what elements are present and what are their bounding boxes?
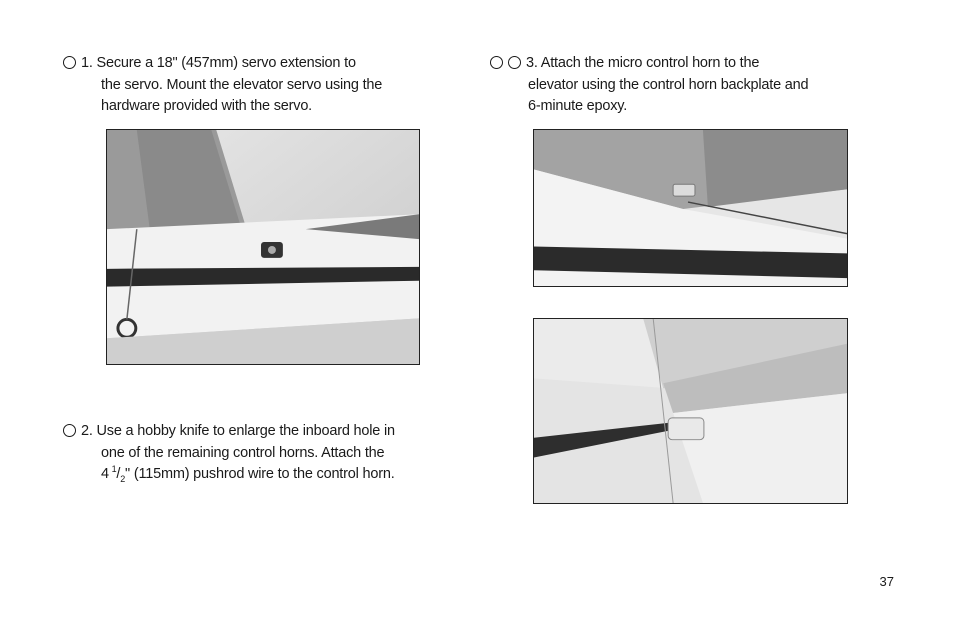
checkbox-icon[interactable] <box>63 424 76 437</box>
step-1-line-3: hardware provided with the servo. <box>101 98 313 114</box>
step-2-line-1: 2. Use a hobby knife to enlarge the inboard hole in <box>81 423 395 439</box>
step-3-line-1: 3. Attach the micro control horn to the <box>526 55 760 71</box>
checkbox-icon[interactable] <box>490 56 503 69</box>
photo-servo-mount <box>106 129 420 365</box>
step-2-line-2: one of the remaining control horns. Attach the <box>101 444 385 461</box>
step-1-line-1: 1. Secure a 18" (457mm) servo extension to <box>81 55 356 71</box>
step-1 <box>63 53 382 118</box>
step-3 <box>490 53 808 118</box>
step-2 <box>63 421 395 486</box>
photo-control-horn <box>533 129 848 287</box>
page-number: 37 <box>879 574 894 589</box>
step-1-line-2: the servo. Mount the elevator servo using the <box>101 76 383 93</box>
step-3-line-3: 6-minute epoxy. <box>528 98 628 114</box>
checkbox-icon[interactable] <box>508 56 521 69</box>
step-3-line-2: elevator using the control horn backplate and <box>528 76 809 93</box>
step-2-line-3: 4 $^1/_2$" (115mm) pushrod wire to the control horn. <box>101 464 395 484</box>
checkbox-icon[interactable] <box>63 56 76 69</box>
photo-horn-backplate <box>533 318 848 504</box>
